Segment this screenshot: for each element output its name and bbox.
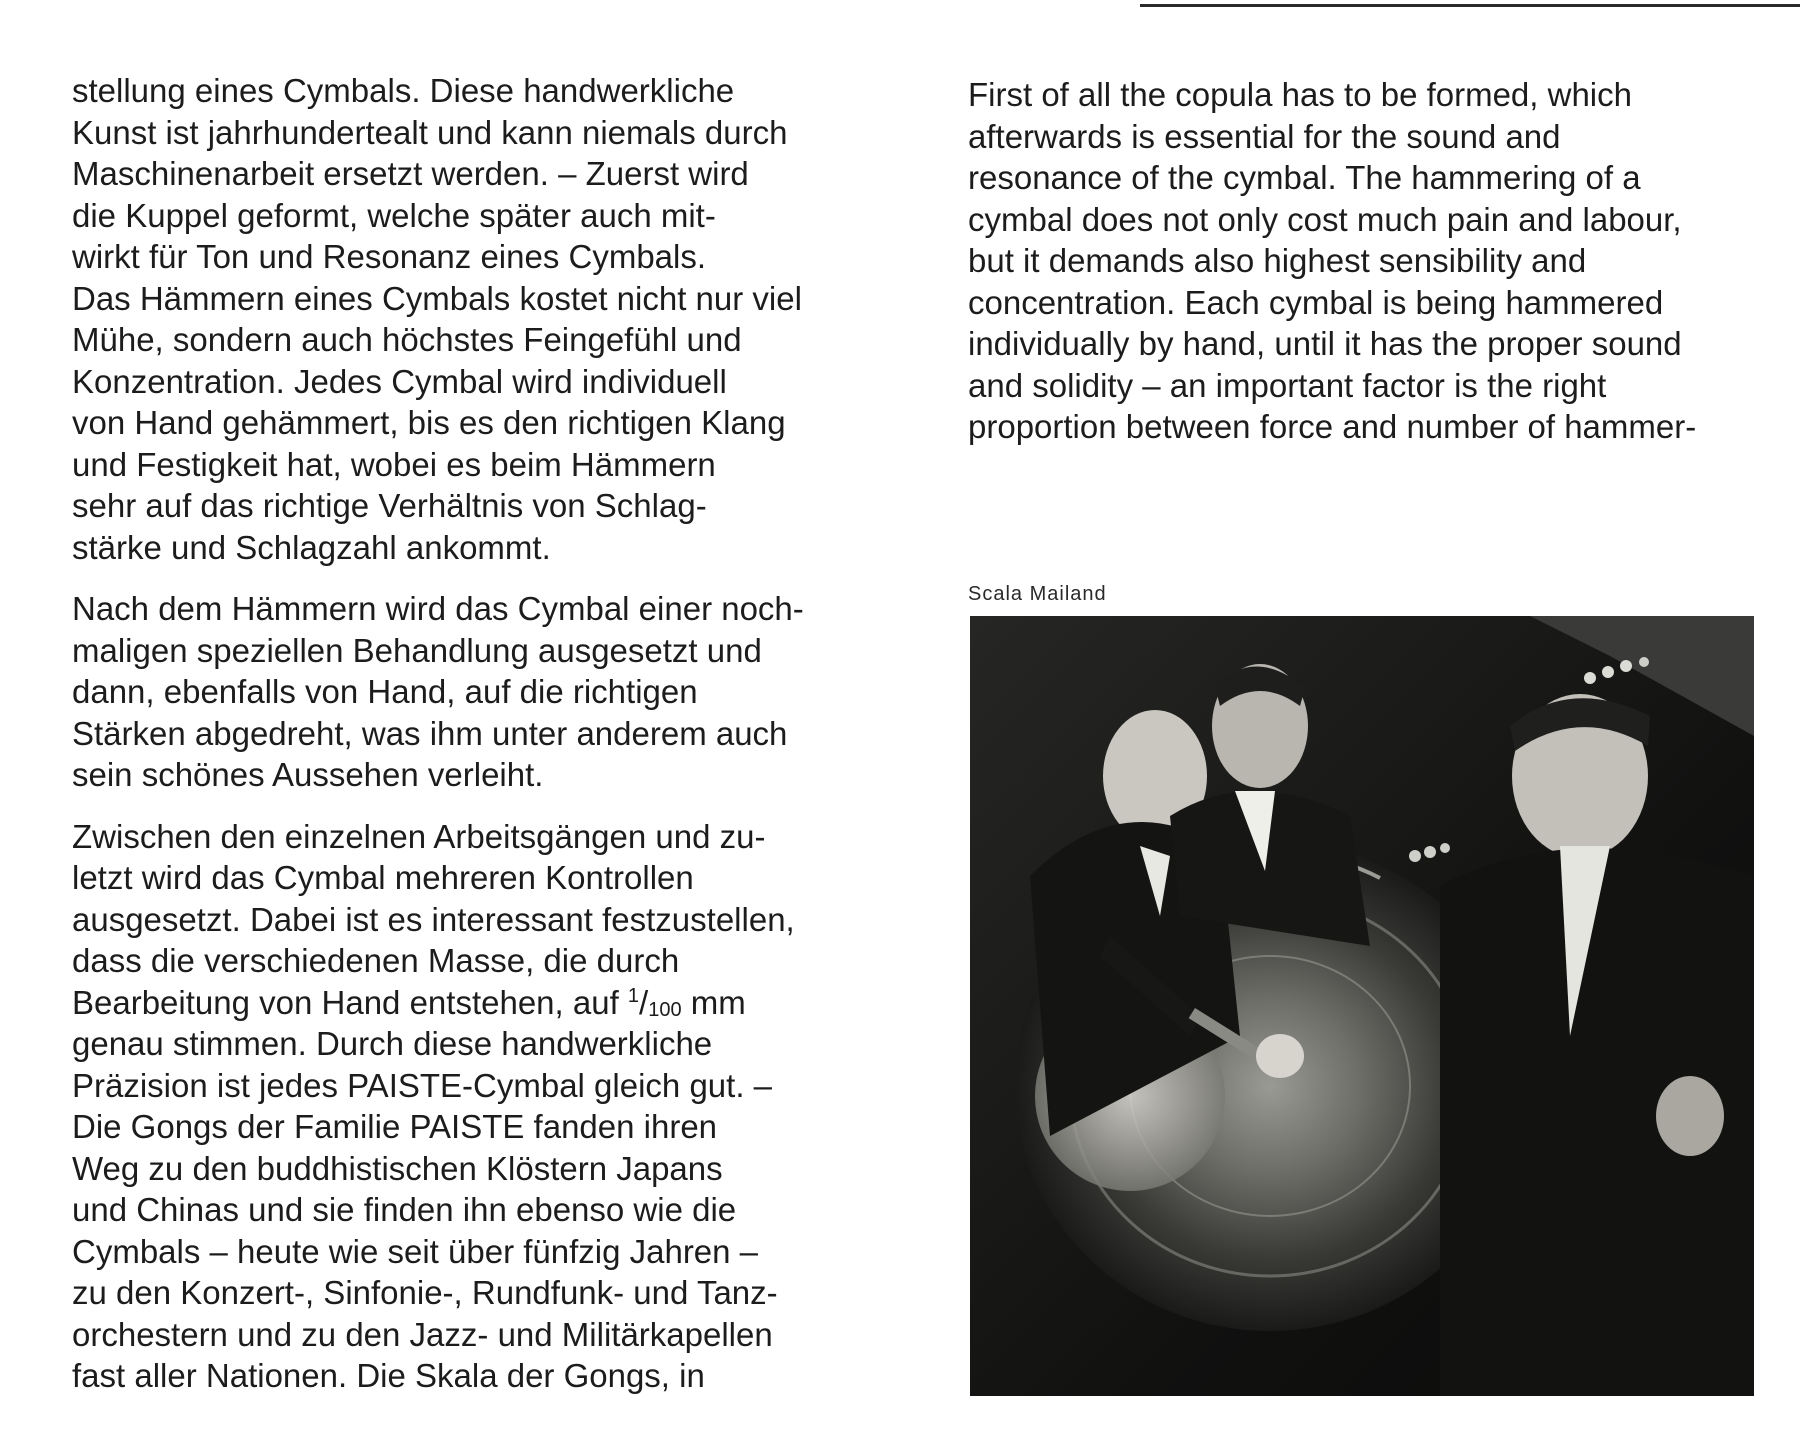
text-line: Weg zu den buddhistischen Klöstern Japans bbox=[72, 1149, 723, 1187]
photo-illustration bbox=[970, 616, 1754, 1396]
text-line: cymbal does not only cost much pain and labour, bbox=[968, 200, 1682, 238]
text-line: sein schönes Aussehen verleiht. bbox=[72, 756, 544, 793]
text-line: resonance of the cymbal. The hammering of a bbox=[968, 159, 1641, 196]
text-line: Das Hämmern eines Cymbals kostet nicht nur viel bbox=[72, 279, 802, 317]
text-line: Cymbals – heute wie seit über fünfzig Jahren – bbox=[72, 1232, 759, 1270]
text-line: concentration. Each cymbal is being hammered bbox=[968, 283, 1664, 321]
text-line: proportion between force and number of hammer- bbox=[968, 408, 1697, 445]
text-line: fast aller Nationen. Die Skala der Gongs, in bbox=[72, 1357, 705, 1394]
text-line: letzt wird das Cymbal mehreren Kontrollen bbox=[72, 859, 694, 896]
text-line-lead: Bearbeitung von Hand entstehen, auf bbox=[72, 983, 619, 1021]
text-line: Kunst ist jahrhundertealt und kann niemals durch bbox=[72, 113, 788, 151]
text-line: maligen speziellen Behandlung ausgesetzt und bbox=[72, 631, 762, 669]
text-line: dann, ebenfalls von Hand, auf die richtigen bbox=[72, 673, 698, 710]
text-line: ausgesetzt. Dabei ist es interessant festzustellen, bbox=[72, 900, 795, 938]
text-line: afterwards is essential for the sound and bbox=[968, 117, 1561, 155]
text-line: orchestern und zu den Jazz- und Militärkapellen bbox=[72, 1315, 773, 1353]
text-line: stellung eines Cymbals. Diese handwerkliche bbox=[72, 72, 735, 109]
text-line: dass die verschiedenen Masse, die durch bbox=[72, 942, 680, 979]
text-line: Konzentration. Jedes Cymbal wird individuell bbox=[72, 362, 727, 400]
text-line: Mühe, sondern auch höchstes Feingefühl und bbox=[72, 321, 742, 358]
text-line: individually by hand, until it has the proper sound bbox=[968, 325, 1682, 362]
text-line: wirkt für Ton und Resonanz eines Cymbals. bbox=[72, 238, 707, 275]
text-line: Präzision ist jedes PAISTE-Cymbal gleich gut. – bbox=[72, 1066, 773, 1104]
paragraph-german-3 bbox=[72, 816, 882, 1397]
fraction-numerator: 1 bbox=[627, 984, 640, 1007]
text-line: zu den Konzert-, Sinfonie-, Rundfunk- und Tanz- bbox=[72, 1274, 778, 1311]
text-line: genau stimmen. Durch diese handwerkliche bbox=[72, 1025, 713, 1062]
fraction-unit: mm bbox=[681, 983, 746, 1021]
text-line: und Festigkeit hat, wobei es beim Hämmern bbox=[72, 445, 716, 483]
photo-caption: Scala Mailand bbox=[968, 583, 1107, 605]
text-line: und Chinas und sie finden ihn ebenso wie die bbox=[72, 1191, 737, 1228]
text-line: and solidity – an important factor is the right bbox=[968, 366, 1607, 404]
text-line: sehr auf das richtige Verhältnis von Schlag- bbox=[72, 487, 707, 524]
fraction-denominator: 100 bbox=[648, 998, 682, 1021]
text-line: die Kuppel geformt, welche später auch mit- bbox=[72, 196, 716, 234]
paragraph-english-1 bbox=[968, 74, 1788, 448]
text-line: Nach dem Hämmern wird das Cymbal einer noch- bbox=[72, 590, 804, 627]
paragraph-german-1 bbox=[72, 70, 882, 568]
photo-men-with-gong bbox=[970, 616, 1754, 1396]
fraction-slash: / bbox=[639, 983, 649, 1021]
text-line: Maschinenarbeit ersetzt werden. – Zuerst wird bbox=[72, 155, 749, 192]
top-rule bbox=[1140, 4, 1800, 7]
text-line: but it demands also highest sensibility and bbox=[968, 242, 1587, 279]
german-text-column bbox=[72, 70, 882, 1397]
text-line: von Hand gehämmert, bis es den richtigen Klang bbox=[72, 404, 786, 441]
english-text-column bbox=[968, 74, 1788, 448]
paragraph-german-2 bbox=[72, 588, 882, 796]
text-line: Zwischen den einzelnen Arbeitsgängen und zu- bbox=[72, 817, 766, 855]
text-line: Die Gongs der Familie PAISTE fanden ihren bbox=[72, 1108, 718, 1145]
text-line: First of all the copula has to be formed, which bbox=[968, 76, 1632, 113]
text-line-with-fraction bbox=[72, 982, 882, 1024]
text-line: Stärken abgedreht, was ihm unter anderem auch bbox=[72, 714, 788, 752]
text-line: stärke und Schlagzahl ankommt. bbox=[72, 528, 551, 566]
